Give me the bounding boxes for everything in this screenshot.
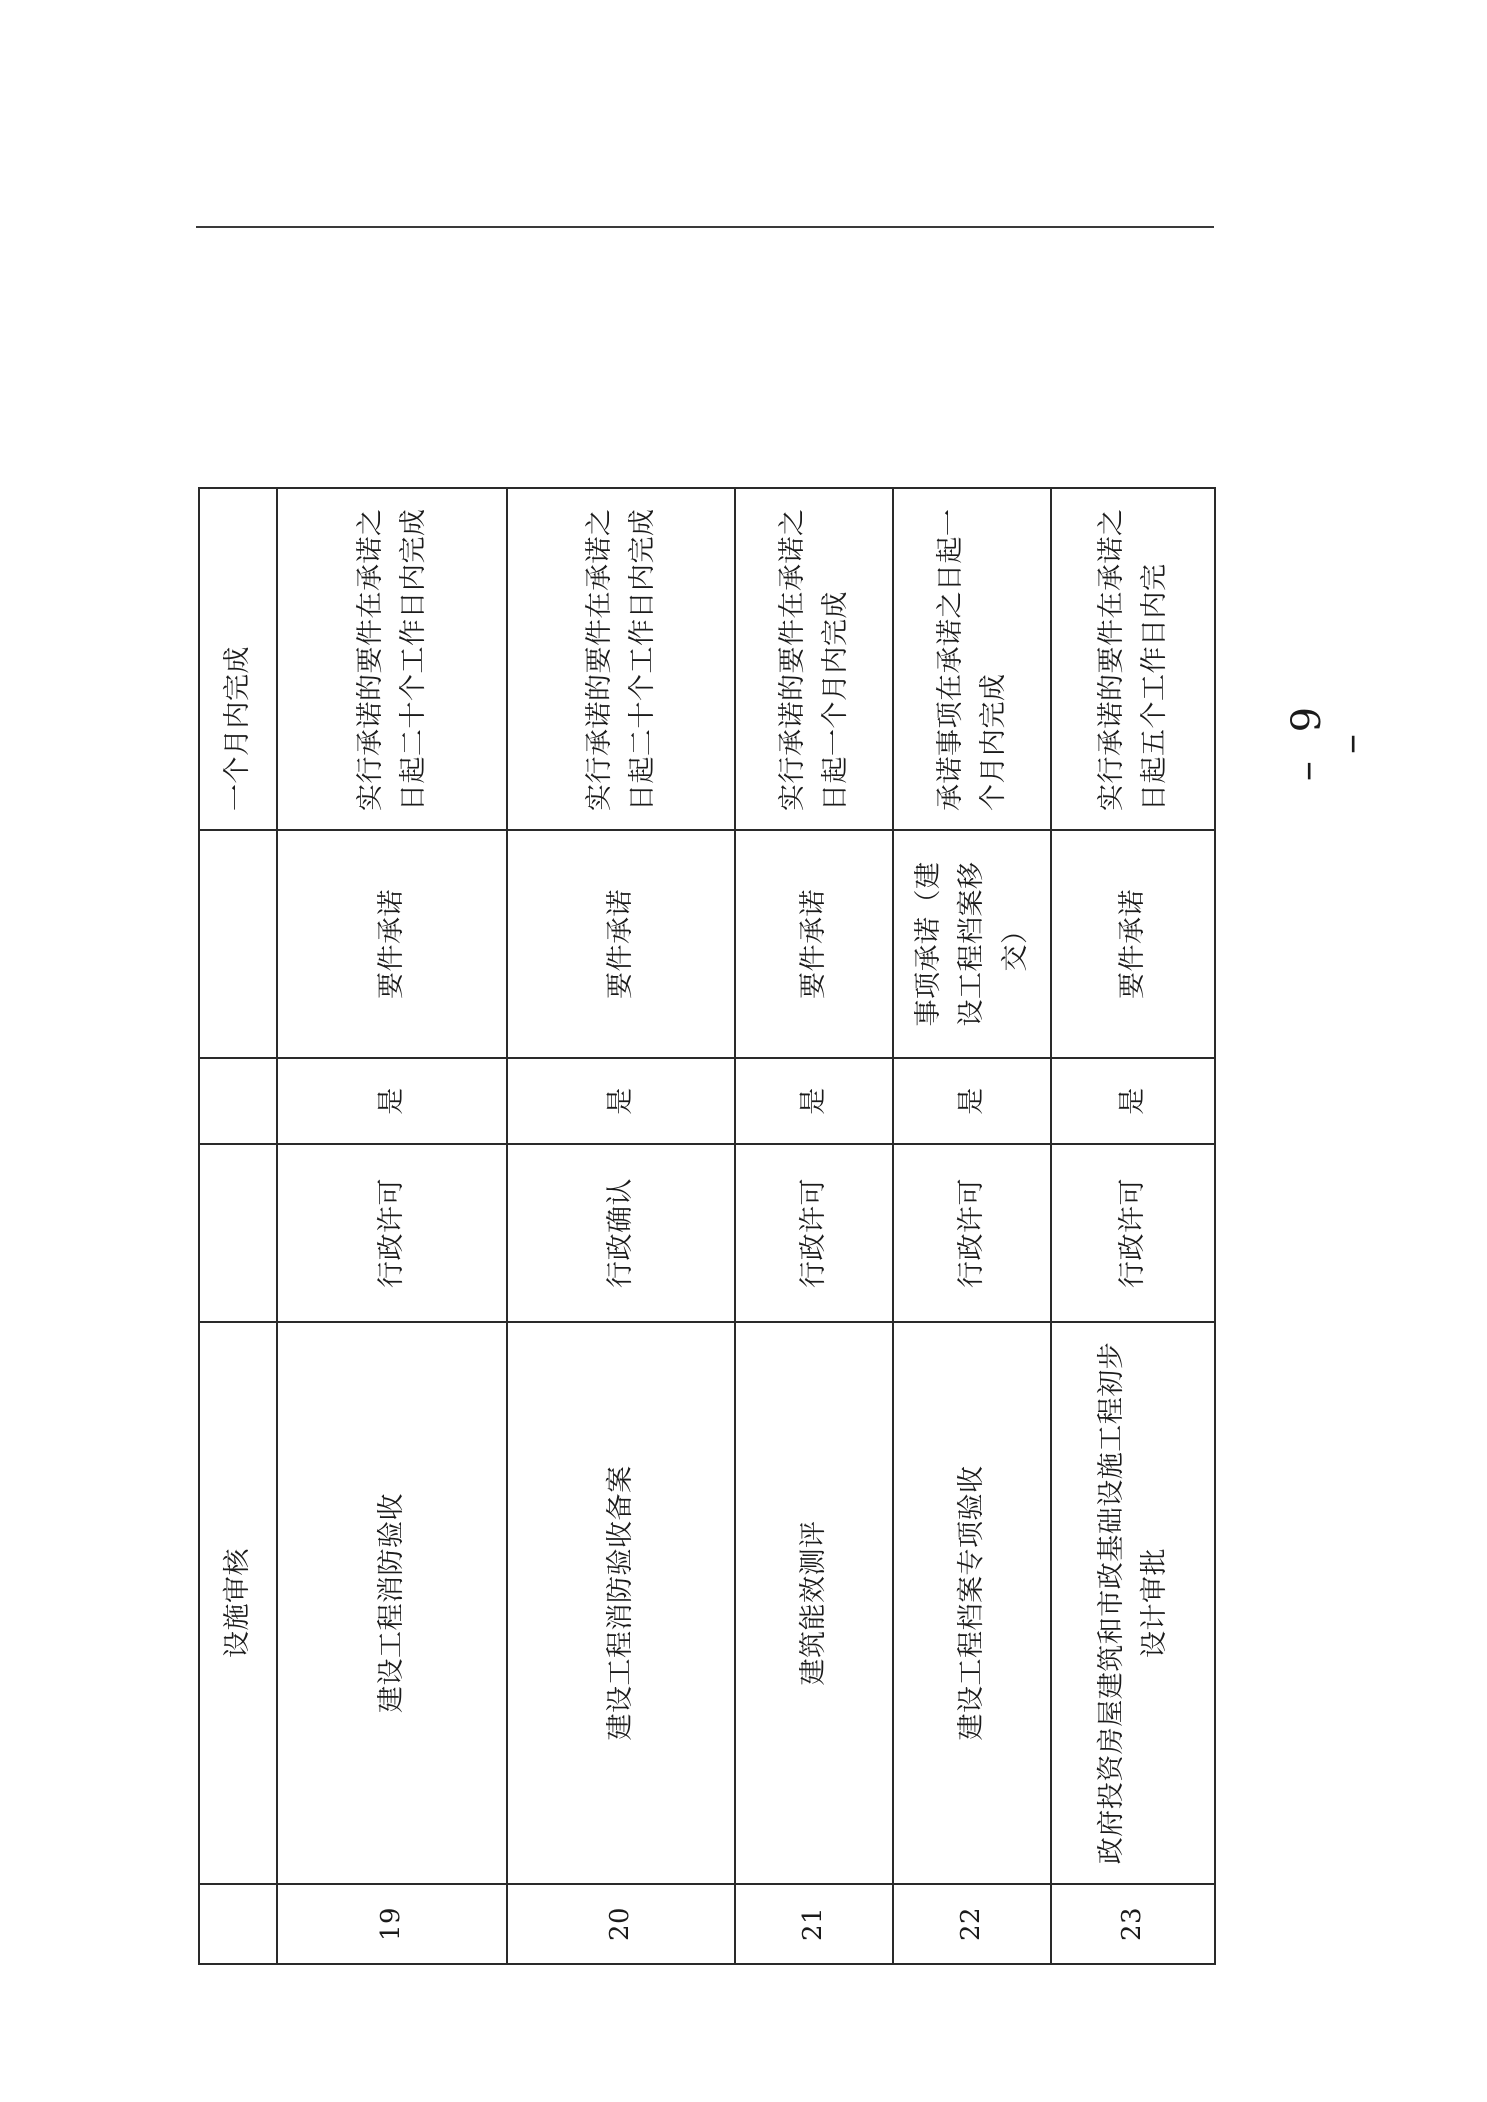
cell-commitment: 事项承诺（建设工程档案移交） <box>893 830 1051 1058</box>
cell-item-name: 建设工程消防验收备案 <box>507 1322 735 1884</box>
cell-commitment <box>199 830 277 1058</box>
cell-applicable <box>199 1058 277 1144</box>
cell-applicable: 是 <box>1051 1058 1215 1144</box>
cell-applicable: 是 <box>893 1058 1051 1144</box>
rotated-table-wrapper <box>198 489 1214 1965</box>
table-row <box>893 488 1051 1964</box>
cell-no: 22 <box>893 1884 1051 1964</box>
table-row <box>1051 488 1215 1964</box>
cell-time-limit: 实行承诺的要件在承诺之日起二十个工作日内完成 <box>277 488 507 830</box>
cell-item-name: 建设工程消防验收 <box>277 1322 507 1884</box>
cell-time-limit: 实行承诺的要件在承诺之日起五个工作日内完 <box>1051 488 1215 830</box>
table-row <box>277 488 507 1964</box>
cell-time-limit: 实行承诺的要件在承诺之日起一个月内完成 <box>735 488 893 830</box>
cell-commitment: 要件承诺 <box>735 830 893 1058</box>
cell-type: 行政许可 <box>735 1144 893 1322</box>
cell-no: 19 <box>277 1884 507 1964</box>
cell-no: 21 <box>735 1884 893 1964</box>
cell-applicable: 是 <box>277 1058 507 1144</box>
cell-type <box>199 1144 277 1322</box>
table-row <box>199 488 277 1964</box>
cell-item-name: 设施审核 <box>199 1322 277 1884</box>
cell-time-limit: 实行承诺的要件在承诺之日起二十个工作日内完成 <box>507 488 735 830</box>
cell-type: 行政许可 <box>1051 1144 1215 1322</box>
cell-no: 20 <box>507 1884 735 1964</box>
cell-type: 行政许可 <box>277 1144 507 1322</box>
table-row <box>735 488 893 1964</box>
cell-commitment: 要件承诺 <box>507 830 735 1058</box>
cell-applicable: 是 <box>507 1058 735 1144</box>
table-row <box>507 488 735 1964</box>
cell-item-name: 政府投资房屋建筑和市政基础设施工程初步设计审批 <box>1051 1322 1215 1884</box>
cell-item-name: 建筑能效测评 <box>735 1322 893 1884</box>
cell-commitment: 要件承诺 <box>1051 830 1215 1058</box>
approval-items-table <box>198 487 1216 1965</box>
cell-time-limit: 一个月内完成 <box>199 488 277 830</box>
cell-no <box>199 1884 277 1964</box>
cell-no: 23 <box>1051 1884 1215 1964</box>
header-rule <box>196 226 1214 228</box>
cell-applicable: 是 <box>735 1058 893 1144</box>
cell-commitment: 要件承诺 <box>277 830 507 1058</box>
cell-time-limit: 承诺事项在承诺之日起一个月内完成 <box>893 488 1051 830</box>
cell-type: 行政许可 <box>893 1144 1051 1322</box>
cell-item-name: 建设工程档案专项验收 <box>893 1322 1051 1884</box>
cell-type: 行政确认 <box>507 1144 735 1322</box>
page-number: – 9 – <box>1284 698 1374 782</box>
